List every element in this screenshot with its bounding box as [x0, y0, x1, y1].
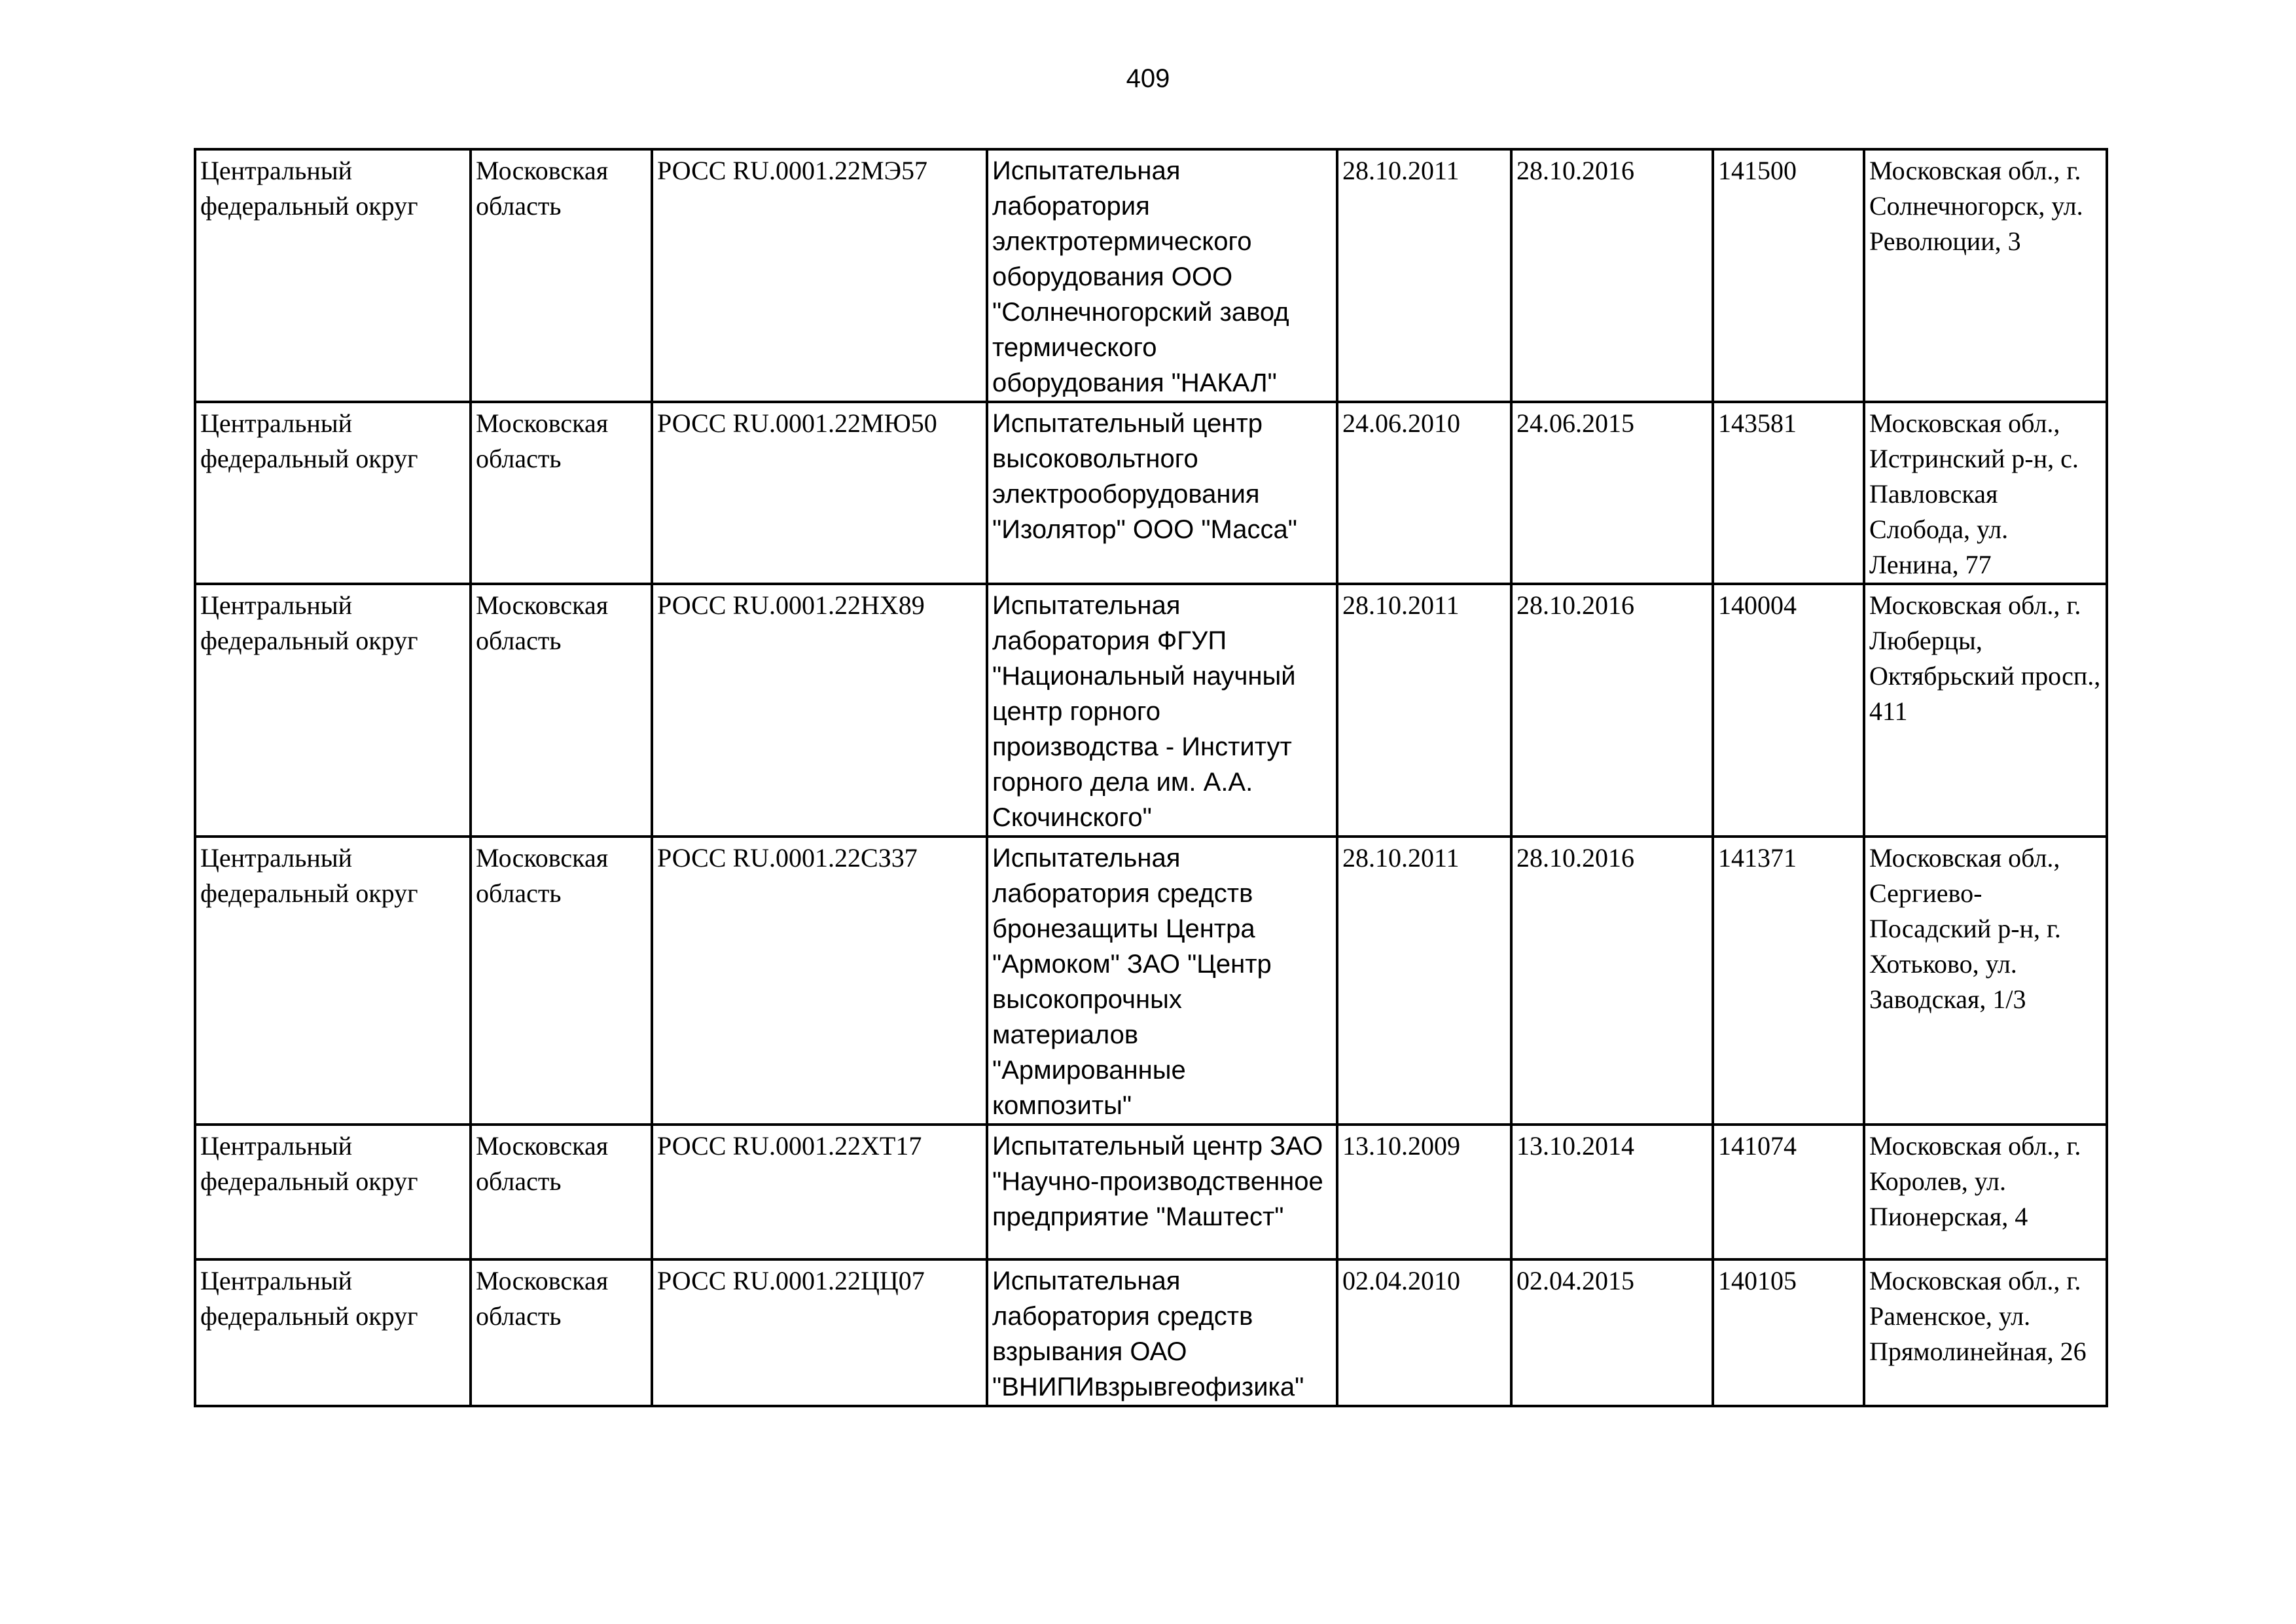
date-to-cell: 28.10.2016 [1511, 149, 1713, 402]
certificate-cell: РОСС RU.0001.22ХТ17 [652, 1125, 987, 1259]
table-row [195, 1259, 2107, 1406]
district-cell: Центральный федеральный округ [195, 149, 471, 402]
date-to-cell: 02.04.2015 [1511, 1259, 1713, 1406]
address-cell: Московская обл., г. Раменское, ул. Прямолинейная, 26 [1864, 1259, 2107, 1406]
date-to-cell: 28.10.2016 [1511, 837, 1713, 1125]
date-from-cell: 13.10.2009 [1337, 1125, 1511, 1259]
certificate-cell: РОСС RU.0001.22ЦЦ07 [652, 1259, 987, 1406]
postcode-cell: 141074 [1713, 1125, 1864, 1259]
district-cell: Центральный федеральный округ [195, 584, 471, 837]
postcode-cell: 141500 [1713, 149, 1864, 402]
date-to-cell: 28.10.2016 [1511, 584, 1713, 837]
certificate-cell: РОСС RU.0001.22МЭ57 [652, 149, 987, 402]
address-cell: Московская обл., г. Солнечногорск, ул. Революции, 3 [1864, 149, 2107, 402]
postcode-cell: 143581 [1713, 402, 1864, 584]
postcode-cell: 140004 [1713, 584, 1864, 837]
address-cell: Московская обл., Сергиево-Посадский р-н, г. Хотьково, ул. Заводская, 1/3 [1864, 837, 2107, 1125]
region-cell: Московская область [471, 149, 652, 402]
organization-cell: Испытательная лаборатория средств взрывания ОАО "ВНИПИвзрывгеофизика" [987, 1259, 1337, 1406]
date-to-cell: 13.10.2014 [1511, 1125, 1713, 1259]
date-to-cell: 24.06.2015 [1511, 402, 1713, 584]
page-number: 409 [1126, 64, 1170, 93]
certificate-cell: РОСС RU.0001.22НХ89 [652, 584, 987, 837]
date-from-cell: 02.04.2010 [1337, 1259, 1511, 1406]
region-cell: Московская область [471, 837, 652, 1125]
region-cell: Московская область [471, 402, 652, 584]
table-row [195, 149, 2107, 402]
district-cell: Центральный федеральный округ [195, 1125, 471, 1259]
date-from-cell: 28.10.2011 [1337, 837, 1511, 1125]
organization-cell: Испытательная лаборатория ФГУП "Национальный научный центр горного производства - Институт горного дела им. А.А. Скочинского" [987, 584, 1337, 837]
date-from-cell: 24.06.2010 [1337, 402, 1511, 584]
date-from-cell: 28.10.2011 [1337, 149, 1511, 402]
organization-cell: Испытательный центр высоковольтного электрооборудования "Изолятор" ООО "Масса" [987, 402, 1337, 584]
date-from-cell: 28.10.2011 [1337, 584, 1511, 837]
table-row [195, 837, 2107, 1125]
table-row [195, 584, 2107, 837]
district-cell: Центральный федеральный округ [195, 1259, 471, 1406]
region-cell: Московская область [471, 1125, 652, 1259]
certificate-cell: РОСС RU.0001.22СЗ37 [652, 837, 987, 1125]
organization-cell: Испытательная лаборатория электротермического оборудования ООО "Солнечногорский завод термического оборудования "НАКАЛ" [987, 149, 1337, 402]
region-cell: Московская область [471, 1259, 652, 1406]
organization-cell: Испытательная лаборатория средств бронезащиты Центра "Армоком" ЗАО "Центр высокопрочных материалов "Армированные композиты" [987, 837, 1337, 1125]
accreditation-registry-table [194, 148, 2108, 1407]
postcode-cell: 141371 [1713, 837, 1864, 1125]
table-row [195, 402, 2107, 584]
address-cell: Московская обл., г. Люберцы, Октябрьский просп., 411 [1864, 584, 2107, 837]
address-cell: Московская обл., Истринский р-н, с. Павловская Слобода, ул. Ленина, 77 [1864, 402, 2107, 584]
certificate-cell: РОСС RU.0001.22МЮ50 [652, 402, 987, 584]
district-cell: Центральный федеральный округ [195, 837, 471, 1125]
district-cell: Центральный федеральный округ [195, 402, 471, 584]
table-row [195, 1125, 2107, 1259]
region-cell: Московская область [471, 584, 652, 837]
organization-cell: Испытательный центр ЗАО "Научно-производственное предприятие "Маштест" [987, 1125, 1337, 1259]
postcode-cell: 140105 [1713, 1259, 1864, 1406]
address-cell: Московская обл., г. Королев, ул. Пионерская, 4 [1864, 1125, 2107, 1259]
